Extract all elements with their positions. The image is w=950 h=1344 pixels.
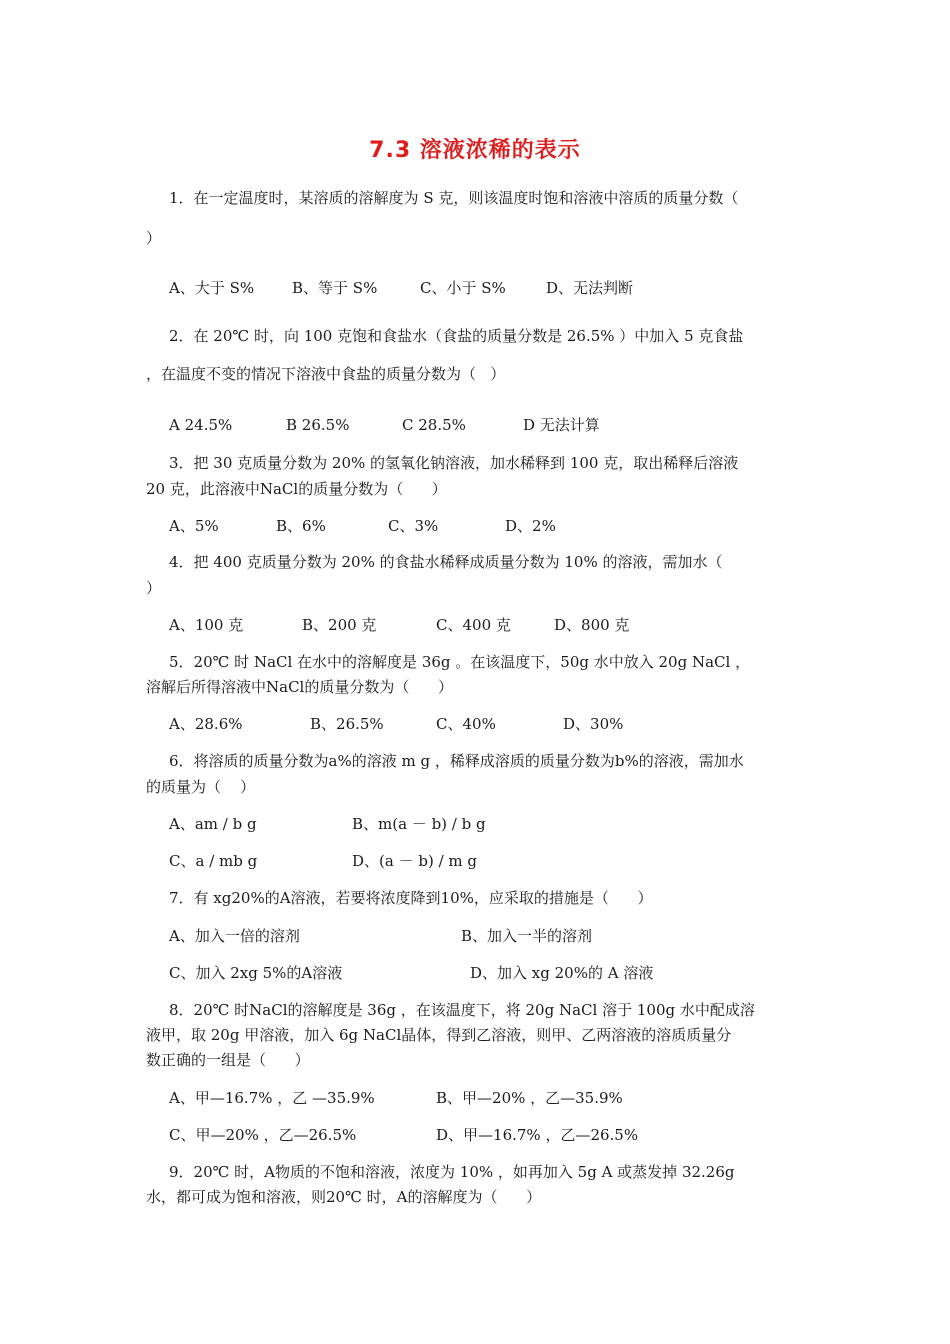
question-2-text: 2．在 20℃ 时，向 100 克饱和食盐水（食盐的质量分数是 26.5% ）中加入 5 克食盐 bbox=[169, 327, 744, 345]
question-2-option-b: B 26.5% bbox=[286, 416, 350, 434]
question-4-option-b: B、200 克 bbox=[302, 616, 377, 634]
question-5-option-d: D、30% bbox=[563, 715, 624, 733]
question-8-text-cont-2: 数正确的一组是（ ） bbox=[146, 1051, 310, 1069]
question-6-option-a: A、am / b g bbox=[169, 815, 257, 833]
question-3-text: 3．把 30 克质量分数为 20% 的氢氧化钠溶液，加水稀释到 100 克，取出稀释后溶液 bbox=[169, 454, 739, 472]
question-8-option-a: A、甲—16.7% ，乙 —35.9% bbox=[169, 1089, 375, 1107]
page-title: 7.3 溶液浓稀的表示 bbox=[369, 138, 581, 163]
question-6-option-c: C、a / mb g bbox=[169, 852, 258, 870]
question-8-option-c: C、甲—20% ，乙—26.5% bbox=[169, 1126, 357, 1144]
question-4-option-c: C、400 克 bbox=[436, 616, 511, 634]
question-3-option-d: D、2% bbox=[505, 517, 556, 535]
question-5-text: 5．20℃ 时 NaCl 在水中的溶解度是 36g 。在该温度下，50g 水中放入 20g NaCl ， bbox=[169, 653, 751, 671]
question-1-option-d: D、无法判断 bbox=[546, 279, 634, 297]
question-7-option-c: C、加入 2xg 5%的A溶液 bbox=[169, 964, 343, 982]
question-2-option-d: D 无法计算 bbox=[523, 416, 600, 434]
question-3-text-cont: 20 克，此溶液中NaCl的质量分数为（ ） bbox=[146, 480, 447, 498]
question-4-option-a: A、100 克 bbox=[169, 616, 244, 634]
question-1-text: 1．在一定温度时，某溶质的溶解度为 S 克，则该温度时饱和溶液中溶质的质量分数（ bbox=[169, 189, 739, 207]
question-7-text: 7．有 xg20%的A溶液，若要将浓度降到10%，应采取的措施是（ ） bbox=[169, 889, 653, 907]
question-1-option-a: A、大于 S% bbox=[169, 279, 255, 297]
question-5-option-a: A、28.6% bbox=[169, 715, 243, 733]
question-8-text-cont-1: 液甲，取 20g 甲溶液，加入 6g NaCl晶体，得到乙溶液，则甲、乙两溶液的溶质质量分 bbox=[146, 1026, 732, 1044]
question-4-text-cont: ） bbox=[146, 579, 162, 597]
question-2-option-a: A 24.5% bbox=[169, 416, 233, 434]
question-1-option-b: B、等于 S% bbox=[292, 279, 378, 297]
question-1-option-c: C、小于 S% bbox=[420, 279, 506, 297]
question-7-option-d: D、加入 xg 20%的 A 溶液 bbox=[470, 964, 654, 982]
question-4-text: 4．把 400 克质量分数为 20% 的食盐水稀释成质量分数为 10% 的溶液，需加水（ bbox=[169, 553, 723, 571]
question-5-option-c: C、40% bbox=[436, 715, 496, 733]
question-6-text-cont: 的质量为（ ） bbox=[146, 778, 256, 796]
question-8-option-d: D、甲—16.7% ，乙—26.5% bbox=[436, 1126, 639, 1144]
question-4-option-d: D、800 克 bbox=[554, 616, 630, 634]
question-2-text-cont: ，在温度不变的情况下溶液中食盐的质量分数为（ ） bbox=[146, 365, 506, 383]
question-7-option-a: A、加入一倍的溶剂 bbox=[169, 927, 300, 945]
question-5-option-b: B、26.5% bbox=[310, 715, 384, 733]
question-3-option-a: A、5% bbox=[169, 517, 219, 535]
question-8-option-b: B、甲—20% ，乙—35.9% bbox=[436, 1089, 623, 1107]
question-7-option-b: B、加入一半的溶剂 bbox=[461, 927, 593, 945]
question-9-text-cont: 水，都可成为饱和溶液，则20℃ 时，A的溶解度为（ ） bbox=[146, 1188, 542, 1206]
question-3-option-b: B、6% bbox=[276, 517, 326, 535]
question-5-text-cont: 溶解后所得溶液中NaCl的质量分数为（ ） bbox=[146, 678, 453, 696]
question-6-option-b: B、m(a － b) / b g bbox=[352, 815, 486, 833]
question-1-text-cont: ） bbox=[146, 229, 162, 247]
question-8-text: 8．20℃ 时NaCl的溶解度是 36g ，在该温度下，将 20g NaCl 溶于 100g 水中配成溶 bbox=[169, 1001, 755, 1019]
question-2-option-c: C 28.5% bbox=[402, 416, 466, 434]
question-3-option-c: C、3% bbox=[388, 517, 439, 535]
question-6-option-d: D、(a － b) / m g bbox=[352, 852, 477, 870]
question-6-text: 6．将溶质的质量分数为a%的溶液 m g ，稀释成溶质的质量分数为b%的溶液，需加水 bbox=[169, 752, 744, 770]
question-9-text: 9．20℃ 时，A物质的不饱和溶液，浓度为 10% ，如再加入 5g A 或蒸发掉 32.26g bbox=[169, 1163, 735, 1181]
